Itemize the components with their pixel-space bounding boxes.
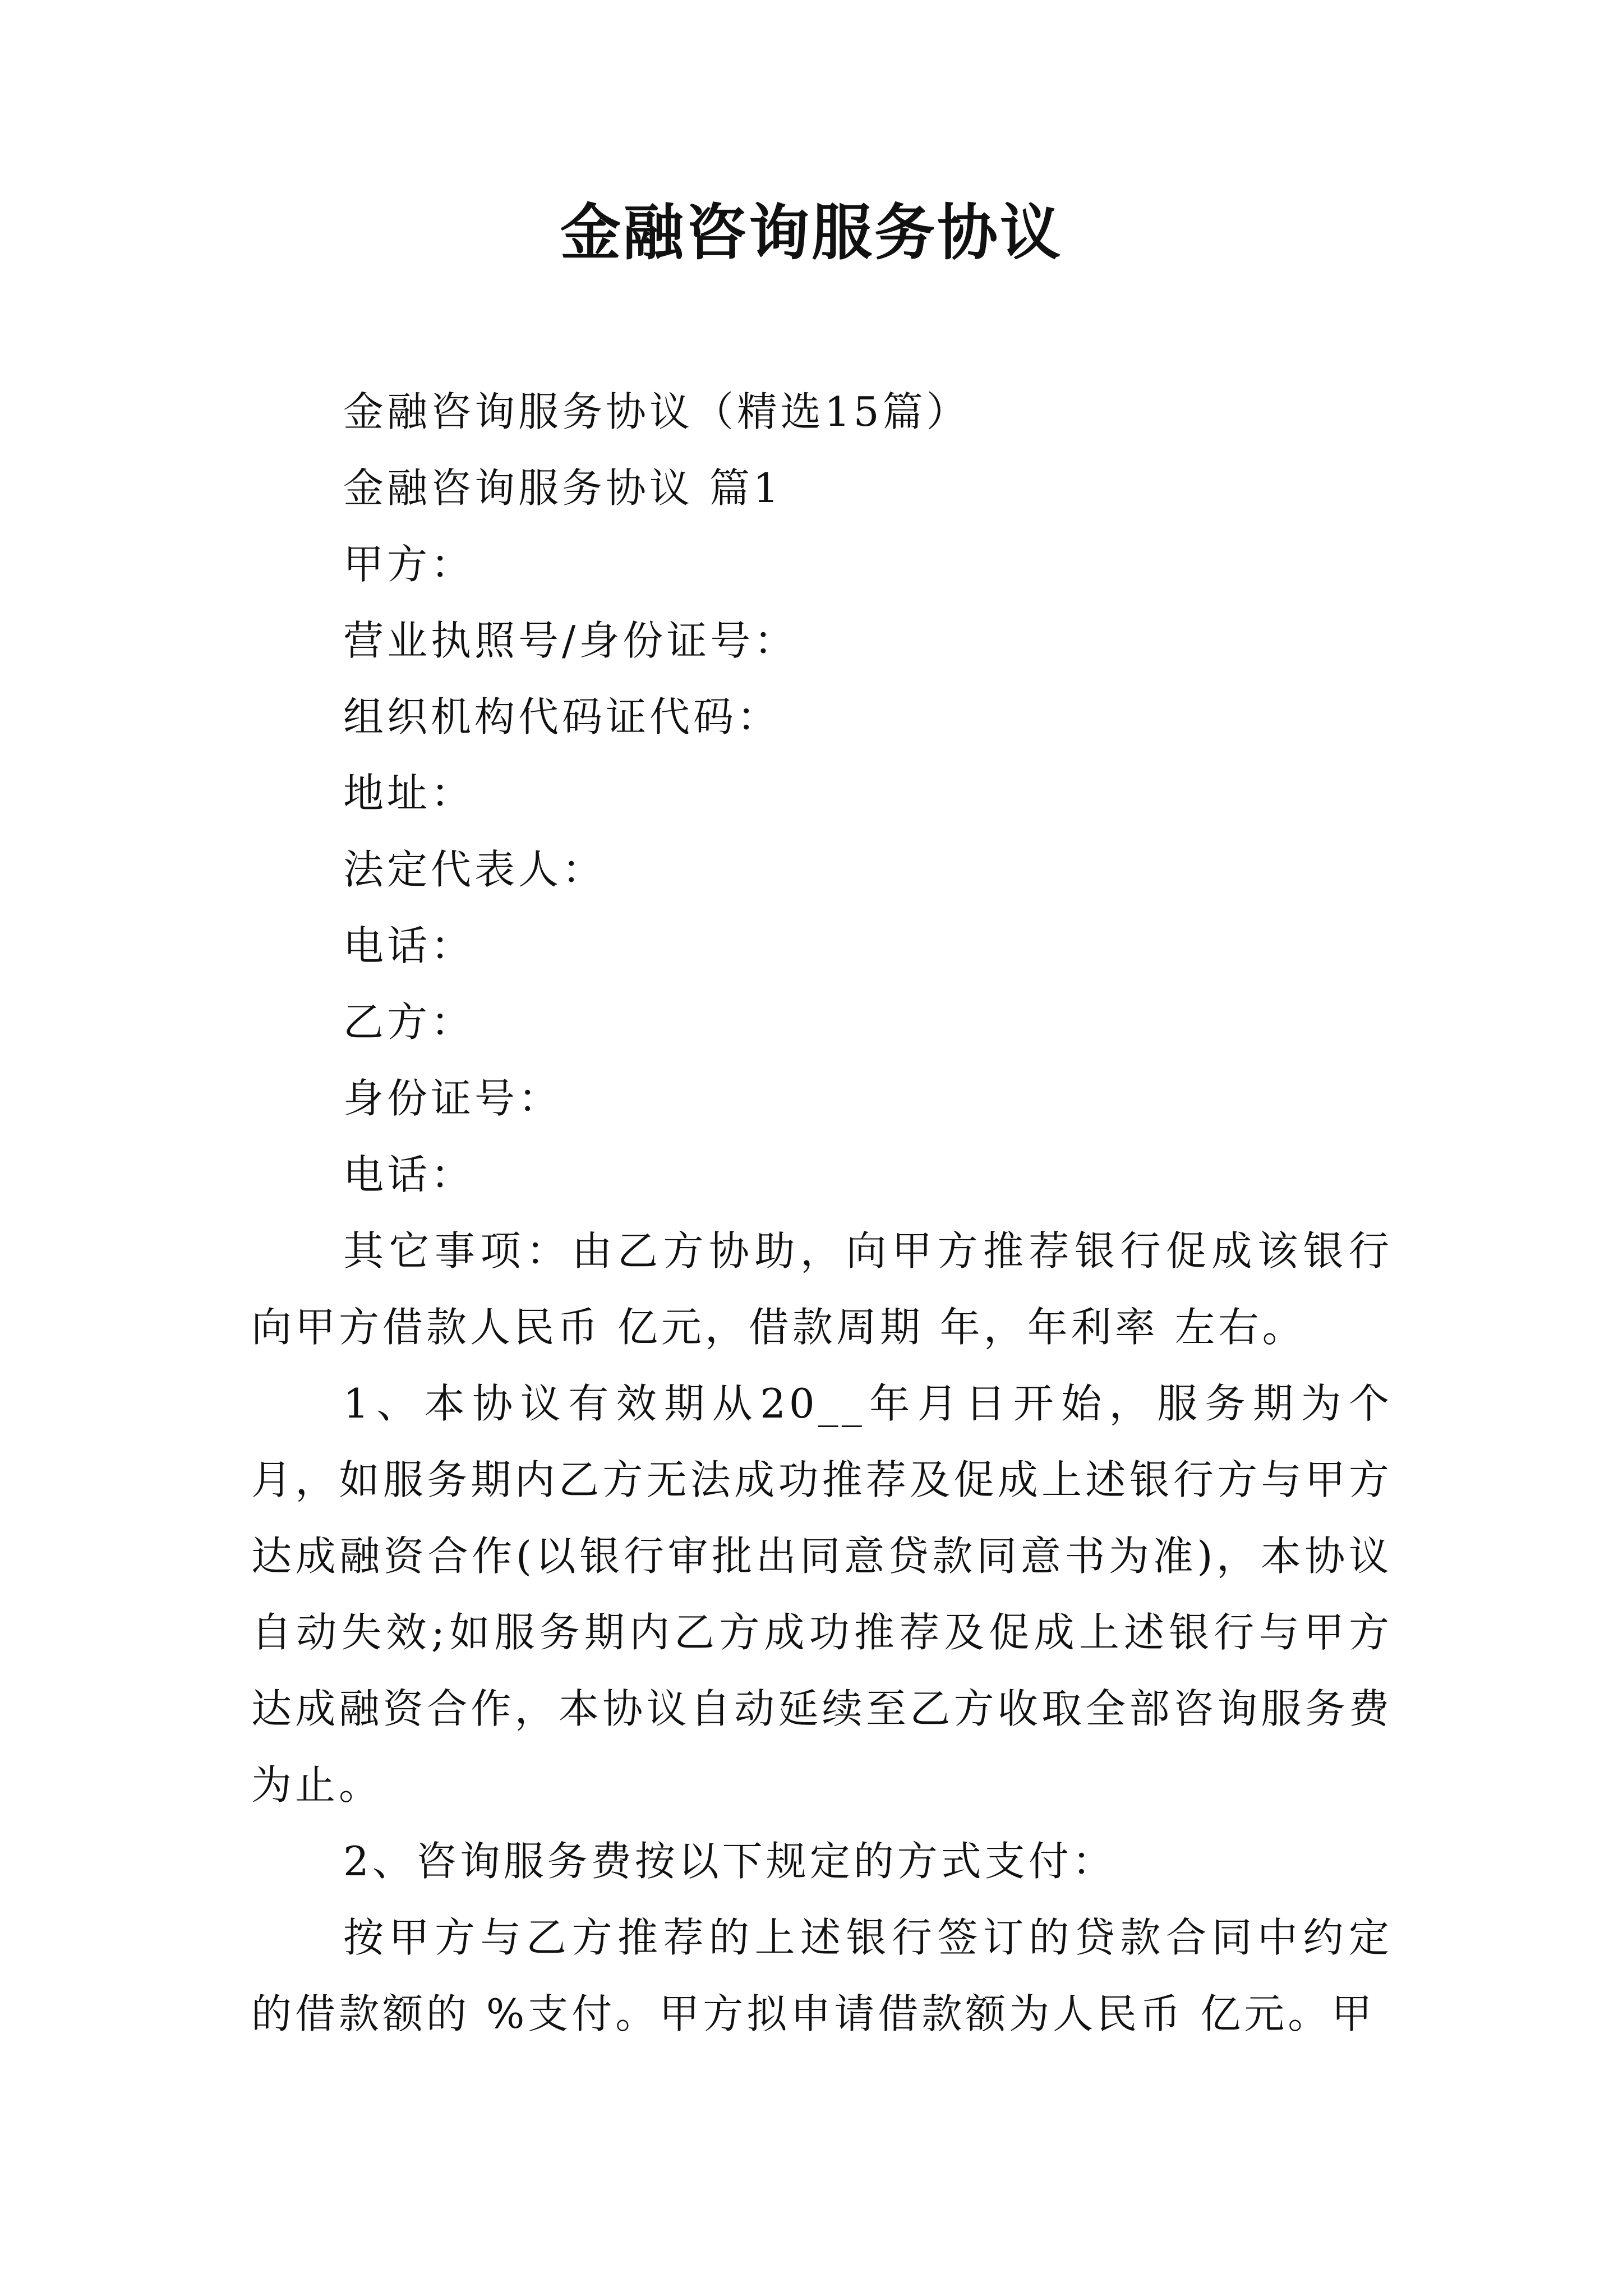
- field-license-id: 营业执照号/身份证号：: [343, 617, 798, 664]
- document-title: 金融咨询服务协议: [560, 197, 1063, 268]
- paragraph-clause-2: 2、咨询服务费按以下规定的方式支付：: [343, 1838, 1116, 1885]
- field-legal-rep: 法定代表人：: [343, 846, 606, 893]
- paragraph-payment: 按甲方与乙方推荐的上述银行签订的贷款合同中约定的借款额的 %支付。甲方拟申请借款额为人民币 亿元。甲: [251, 1914, 1393, 2037]
- field-id-number: 身份证号：: [343, 1075, 562, 1122]
- field-address: 地址：: [343, 770, 475, 817]
- field-phone-a: 电话：: [343, 922, 475, 969]
- section-heading: 金融咨询服务协议 篇1: [343, 464, 782, 512]
- field-org-code: 组织机构代码证代码：: [343, 693, 781, 740]
- field-party-b: 乙方：: [343, 999, 475, 1046]
- paragraph-other-matters: 其它事项：由乙方协助，向甲方推荐银行促成该银行向甲方借款人民币 亿元，借款周期 年，年利率 左右。: [251, 1227, 1393, 1351]
- paragraph-clause-1: 1、本协议有效期从20__年月日开始，服务期为个月，如服务期内乙方无法成功推荐及促成上述银行方与甲方达成融资合作(以银行审批出同意贷款同意书为准)，本协议自动失效;如服务期内乙方成功推荐及促成上述银行与甲方达成融资合作，本协议自动延续至乙方收取全部咨询服务费为止。: [251, 1380, 1393, 1809]
- field-party-a: 甲方：: [343, 541, 475, 588]
- document-subtitle: 金融咨询服务协议（精选15篇）: [343, 388, 970, 435]
- field-phone-b: 电话：: [343, 1151, 475, 1198]
- document-body: [251, 374, 1393, 2052]
